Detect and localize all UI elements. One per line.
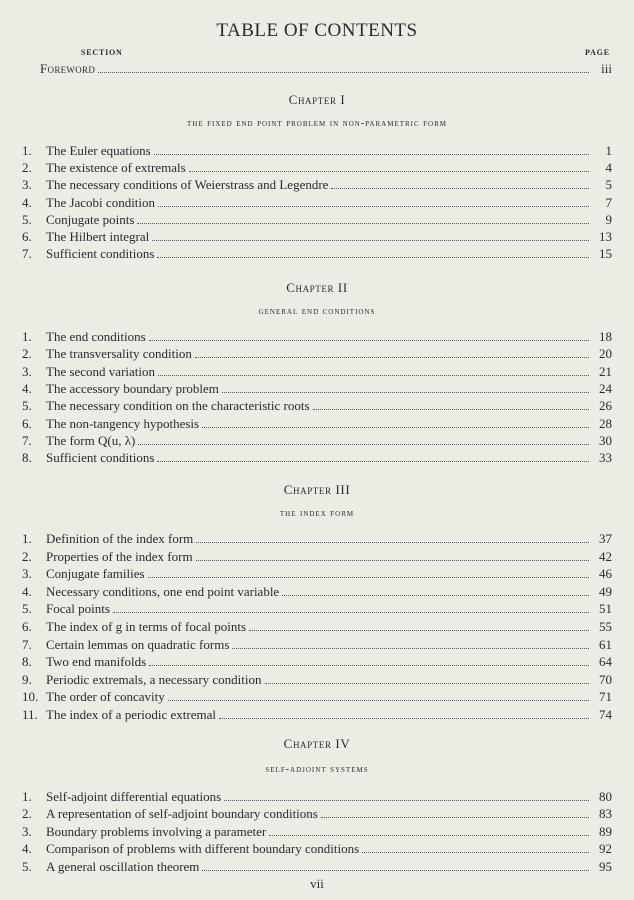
dot-leader: [195, 356, 589, 358]
chapter-subtitle: the fixed end point problem in non-parametric form: [187, 118, 447, 129]
dot-leader: [282, 594, 589, 596]
toc-entry: [22, 432, 612, 449]
entry-title: Properties of the index form: [46, 548, 193, 564]
entry-page: 21: [599, 363, 612, 379]
foreword-page: iii: [601, 61, 612, 76]
entry-number: 7.: [22, 246, 32, 262]
dot-leader: [189, 170, 589, 172]
page-number: vii: [310, 876, 324, 891]
entry-number: 2.: [22, 548, 32, 564]
entry-page: 30: [599, 432, 612, 448]
dot-leader: [157, 256, 589, 258]
dot-leader: [269, 834, 589, 836]
entry-page: 4: [605, 160, 612, 176]
toc-entry: [22, 858, 612, 875]
entry-number: 7.: [22, 636, 32, 652]
entry-title: A representation of self-adjoint boundary conditions: [46, 806, 318, 822]
foreword-label: Foreword: [40, 61, 96, 76]
dot-leader: [138, 443, 589, 445]
entry-title: Definition of the index form: [46, 531, 194, 546]
entry-number: 5.: [22, 601, 32, 617]
dot-leader: [158, 374, 589, 376]
toc-entry: [22, 159, 612, 176]
chapter-subtitle: the index form: [279, 508, 355, 519]
entry-number: 3.: [22, 177, 32, 193]
toc-entry: [22, 840, 612, 857]
dot-leader: [222, 391, 589, 393]
entry-number: 3.: [22, 566, 32, 582]
chapter-subtitle: general end conditions: [258, 306, 376, 317]
entry-page: 28: [599, 415, 612, 431]
entry-number: 11.: [22, 707, 38, 722]
entry-number: 4.: [22, 194, 32, 210]
entry-number: 4.: [22, 583, 32, 599]
entry-page: 83: [599, 806, 612, 822]
section-column-label: SECTION: [81, 48, 123, 57]
dot-leader: [152, 239, 589, 241]
dot-leader: [113, 611, 589, 613]
entry-number: 1.: [22, 143, 32, 158]
dot-leader: [362, 851, 589, 853]
toc-entry: [22, 245, 612, 262]
chapter-heading: Chapter III: [283, 482, 351, 497]
dot-leader: [224, 799, 589, 801]
entry-page: 61: [599, 636, 612, 652]
entry-page: 95: [599, 858, 612, 874]
toc-entry: [22, 142, 612, 159]
entry-page: 1: [605, 143, 612, 158]
toc-entry: [22, 211, 612, 228]
entry-number: 8.: [22, 654, 32, 670]
dot-leader: [249, 629, 589, 631]
entry-title: Self-adjoint differential equations: [46, 789, 222, 804]
entry-title: The order of concavity: [46, 689, 165, 705]
toc-entry: [22, 688, 612, 705]
entry-title: Conjugate families: [46, 566, 145, 582]
page-column-label: PAGE: [585, 48, 610, 57]
entry-number: 3.: [22, 363, 32, 379]
entry-page: 80: [599, 789, 612, 804]
toc-entry: [22, 706, 612, 723]
entry-page: 42: [599, 548, 612, 564]
entry-title: Sufficient conditions: [46, 450, 155, 466]
entry-title: A general oscillation theorem: [46, 858, 200, 874]
dot-leader: [98, 71, 589, 73]
entry-number: 6.: [22, 619, 32, 634]
dot-leader: [202, 426, 589, 428]
entry-page: 64: [599, 654, 612, 670]
entry-title: The Euler equations: [46, 143, 151, 158]
entry-title: Sufficient conditions: [46, 246, 155, 262]
dot-leader: [168, 699, 589, 701]
entry-title: The index of a periodic extremal: [46, 707, 217, 722]
entry-title: The necessary conditions of Weierstrass and Legendre: [46, 177, 329, 193]
chapter-heading: Chapter IV: [283, 736, 351, 751]
entry-title: Two end manifolds: [46, 654, 147, 670]
entry-number: 4.: [22, 380, 32, 396]
entry-number: 1.: [22, 531, 32, 546]
dot-leader: [148, 576, 589, 578]
entry-page: 71: [599, 689, 612, 705]
entry-title: The end conditions: [46, 329, 146, 344]
entry-page: 7: [605, 194, 612, 210]
toc-entry: [22, 788, 612, 805]
entry-title: The accessory boundary problem: [46, 380, 219, 396]
entry-title: The necessary condition on the characteristic roots: [46, 398, 310, 414]
entry-page: 92: [599, 841, 612, 857]
entry-title: The Jacobi condition: [46, 194, 156, 210]
toc-entry: [22, 380, 612, 397]
entry-title: Comparison of problems with different boundary conditions: [46, 841, 360, 857]
toc-entry: [22, 530, 612, 547]
entry-page: 89: [599, 823, 612, 839]
entry-page: 5: [605, 177, 612, 193]
toc-entry: [22, 363, 612, 380]
toc-entry: [22, 618, 612, 635]
entry-number: 8.: [22, 450, 32, 466]
entry-number: 5.: [22, 858, 32, 874]
entry-title: The second variation: [46, 363, 156, 379]
dot-leader: [321, 816, 589, 818]
entry-page: 51: [599, 601, 612, 617]
entry-page: 20: [599, 346, 612, 362]
toc-entry: [22, 653, 612, 670]
entry-page: 55: [599, 619, 612, 634]
chapter-subtitle: self-adjoint systems: [265, 764, 369, 775]
entry-page: 49: [599, 583, 612, 599]
entry-title: Necessary conditions, one end point variable: [46, 583, 280, 599]
entry-page: 9: [605, 211, 612, 227]
dot-leader: [154, 153, 589, 155]
entry-page: 24: [599, 380, 612, 396]
entry-title: The transversality condition: [46, 346, 192, 362]
dot-leader: [158, 205, 589, 207]
toc-entry: [22, 328, 612, 345]
entry-title: Certain lemmas on quadratic forms: [46, 636, 230, 652]
dot-leader: [157, 460, 589, 462]
dot-leader: [219, 717, 589, 719]
dot-leader: [265, 682, 589, 684]
entry-title: The form Q(u, λ): [46, 432, 136, 448]
dot-leader: [313, 408, 589, 410]
toc-entry: [22, 636, 612, 653]
entry-page: 37: [599, 531, 612, 546]
entry-number: 2.: [22, 160, 32, 176]
dot-leader: [232, 647, 589, 649]
toc-entry: [22, 583, 612, 600]
dot-leader: [196, 559, 589, 561]
entry-page: 74: [599, 707, 612, 722]
entry-page: 18: [599, 329, 612, 344]
toc-entry: [22, 449, 612, 466]
entry-number: 3.: [22, 823, 32, 839]
entry-number: 7.: [22, 432, 32, 448]
chapter-heading: Chapter I: [288, 92, 346, 107]
entry-number: 6.: [22, 229, 32, 244]
entry-page: 33: [599, 450, 612, 466]
entry-title: The existence of extremals: [46, 160, 186, 176]
dot-leader: [202, 869, 589, 871]
entry-number: 6.: [22, 415, 32, 431]
entry-page: 26: [599, 398, 612, 414]
entry-title: Periodic extremals, a necessary condition: [46, 671, 262, 687]
dot-leader: [331, 187, 589, 189]
toc-entry: [22, 397, 612, 414]
entry-page: 13: [599, 229, 612, 244]
dot-leader: [149, 339, 589, 341]
entry-title: The non-tangency hypothesis: [46, 415, 200, 431]
entry-number: 4.: [22, 841, 32, 857]
toc-entry: [22, 600, 612, 617]
entry-number: 5.: [22, 398, 32, 414]
toc-entry: [22, 823, 612, 840]
entry-page: 15: [599, 246, 612, 262]
toc-entry: [22, 176, 612, 193]
entry-page: 46: [599, 566, 612, 582]
entry-title: Conjugate points: [46, 211, 135, 227]
entry-title: Boundary problems involving a parameter: [46, 823, 267, 839]
entry-number: 2.: [22, 806, 32, 822]
dot-leader: [196, 541, 589, 543]
entry-number: 5.: [22, 211, 32, 227]
entry-number: 2.: [22, 346, 32, 362]
page-title: TABLE OF CONTENTS: [216, 20, 418, 41]
entry-number: 10.: [22, 689, 39, 705]
toc-entry: [22, 805, 612, 822]
toc-entry: [22, 228, 612, 245]
entry-page: 70: [599, 671, 612, 687]
toc-entry: [22, 565, 612, 582]
entry-number: 1.: [22, 329, 32, 344]
dot-leader: [137, 222, 589, 224]
toc-entry: [22, 671, 612, 688]
entry-number: 1.: [22, 789, 32, 804]
chapter-heading: Chapter II: [286, 280, 348, 295]
dot-leader: [149, 664, 589, 666]
entry-title: The Hilbert integral: [46, 229, 150, 244]
toc-entry: [22, 194, 612, 211]
entry-title: Focal points: [46, 601, 110, 617]
toc-entry: [22, 415, 612, 432]
entry-number: 9.: [22, 671, 32, 687]
entry-title: The index of g in terms of focal points: [46, 619, 247, 634]
foreword-entry: [40, 60, 612, 77]
toc-entry: [22, 345, 612, 362]
toc-entry: [22, 548, 612, 565]
